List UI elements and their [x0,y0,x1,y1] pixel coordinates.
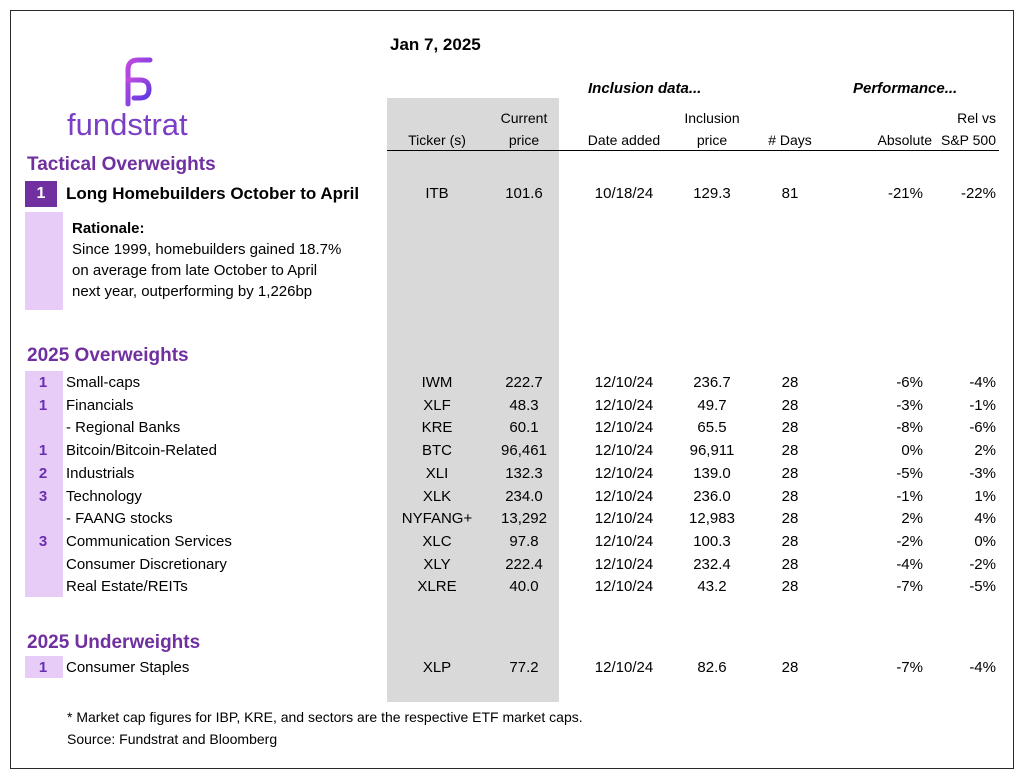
table-row-inclusion-price: 96,911 [689,442,735,460]
table-row-days: 28 [781,442,799,460]
table-row-rank: 3 [38,487,48,505]
table-row-absolute: -6% [896,374,923,391]
table-row-name: Bitcoin/Bitcoin-Related [66,442,217,460]
table-row-date-added: 12/10/24 [594,659,654,676]
table-row-name: - FAANG stocks [66,510,173,528]
table-row-name: Real Estate/REITs [66,578,188,596]
table-row-absolute: -4% [896,555,923,573]
table-row-date-added: 12/10/24 [594,578,654,596]
table-row-current-price: 222.7 [505,374,543,391]
rationale-marker [25,212,63,310]
footnote-market-cap: * Market cap figures for IBP, KRE, and sectors are the respective ETF market caps. [67,709,583,725]
table-row-name: Technology [66,487,142,505]
table-row-ticker: XLP [422,659,452,676]
header-absolute: Absolute [877,132,932,148]
header-current-line2: price [508,132,540,148]
rationale-title: Rationale: [72,220,145,237]
table-row-ticker: XLF [423,396,451,414]
table-row-rel-sp500: -6% [969,419,996,437]
tactical-rank-badge: 1 [25,181,57,207]
table-row-date-added: 12/10/24 [594,464,654,482]
table-row-absolute: -5% [896,464,923,482]
table-row-current-price: 234.0 [505,487,543,505]
table-row-inclusion-price: 236.0 [693,487,731,505]
tactical-incl: 129.3 [693,185,731,202]
table-row-date-added: 12/10/24 [594,532,654,550]
table-row-rel-sp500: -4% [969,374,996,391]
tactical-date: 10/18/24 [594,185,654,202]
tactical-price: 101.6 [505,185,543,202]
table-row-days: 28 [781,396,799,414]
group-header-inclusion: Inclusion data... [588,80,702,97]
table-row-ticker: XLK [422,487,452,505]
table-row-date-added: 12/10/24 [594,374,654,391]
table-row-ticker: NYFANG+ [401,510,473,528]
table-row-rank: 1 [38,659,48,676]
table-row-current-price: 77.2 [509,659,539,676]
table-row-absolute: -7% [896,659,923,676]
header-days: # Days [768,132,812,148]
rationale-line: on average from late October to April [72,262,318,279]
table-row-date-added: 12/10/24 [594,487,654,505]
table-row-date-added: 12/10/24 [594,510,654,528]
table-row-rel-sp500: 0% [974,532,996,550]
section-title-underweights: 2025 Underweights [27,632,201,653]
table-row-days: 28 [781,659,799,676]
header-inclusion-line1: Inclusion [684,110,740,126]
table-row-ticker: XLC [422,532,452,550]
table-row-name: Consumer Discretionary [66,555,227,573]
table-row-current-price: 222.4 [505,555,543,573]
header-underline [387,150,999,151]
table-row-days: 28 [781,555,799,573]
table-row-absolute: 2% [901,510,923,528]
table-row-name: Communication Services [66,532,232,550]
table-row-inclusion-price: 139.0 [693,464,731,482]
table-row-ticker: BTC [422,442,452,460]
rationale-block [72,218,341,302]
table-row-absolute: -8% [896,419,923,437]
table-row-date-added: 12/10/24 [594,555,654,573]
table-row-absolute: -3% [896,396,923,414]
table-row-ticker: XLRE [417,578,457,596]
table-row-days: 28 [781,532,799,550]
footnote-source: Source: Fundstrat and Bloomberg [67,731,278,747]
group-header-performance: Performance... [853,80,958,97]
header-date-added: Date added [587,132,661,148]
tactical-days: 81 [781,185,799,202]
header-rel-line1: Rel vs [957,110,996,126]
table-row-current-price: 48.3 [509,396,539,414]
table-row-name: Small-caps [66,374,141,391]
header-ticker: Ticker (s) [408,132,466,148]
table-row-absolute: -1% [896,487,923,505]
table-row-inclusion-price: 65.5 [697,419,727,437]
table-row-rel-sp500: -5% [969,578,996,596]
table-row-absolute: -7% [896,578,923,596]
table-row-current-price: 60.1 [509,419,539,437]
header-inclusion-line2: price [696,132,728,148]
logo-wordmark: fundstrat [67,107,188,142]
table-row-rel-sp500: -2% [969,555,996,573]
section-title-overweights: 2025 Overweights [27,345,189,366]
table-row-date-added: 12/10/24 [594,442,654,460]
table-row-current-price: 132.3 [505,464,543,482]
table-row-rank: 2 [38,464,48,482]
rationale-line: next year, outperforming by 1,226bp [72,283,313,300]
table-row-inclusion-price: 236.7 [693,374,731,391]
table-row-rel-sp500: -4% [969,659,996,676]
rationale-line: Since 1999, homebuilders gained 18.7% [72,241,342,258]
table-row-rel-sp500: -3% [969,464,996,482]
table-row-name: Financials [66,396,134,414]
table-row-inclusion-price: 12,983 [689,510,735,528]
table-row-ticker: IWM [421,374,453,391]
table-row-date-added: 12/10/24 [594,419,654,437]
table-row-rel-sp500: 1% [974,487,996,505]
table-row-ticker: XLY [423,555,451,573]
table-row-absolute: 0% [901,442,923,460]
table-row-days: 28 [781,578,799,596]
table-row-days: 28 [781,374,799,391]
table-row-date-added: 12/10/24 [594,396,654,414]
table-row-ticker: XLI [425,464,449,482]
table-row-inclusion-price: 49.7 [697,396,727,414]
tactical-name: Long Homebuilders October to April [66,184,360,203]
table-row-current-price: 40.0 [509,578,539,596]
table-row-current-price: 96,461 [501,442,547,460]
table-row-rel-sp500: 2% [974,442,996,460]
table-row-rank: 1 [38,396,48,414]
report-date: Jan 7, 2025 [390,35,481,54]
table-row-rank: 1 [38,442,48,460]
table-row-days: 28 [781,510,799,528]
table-row-inclusion-price: 43.2 [697,578,727,596]
section-title-tactical: Tactical Overweights [27,154,216,175]
table-row-ticker: KRE [421,419,453,437]
table-row-name: Industrials [66,464,135,482]
header-rel-line2: S&P 500 [940,132,996,148]
table-row-days: 28 [781,464,799,482]
table-row-days: 28 [781,487,799,505]
table-row-rel-sp500: 4% [974,510,996,528]
table-row-inclusion-price: 232.4 [693,555,731,573]
table-row-current-price: 13,292 [501,510,547,528]
tactical-rel: -22% [960,185,996,202]
table-row-name: - Regional Banks [66,419,181,437]
table-row-rel-sp500: -1% [969,396,996,414]
table-row-name: Consumer Staples [66,659,190,676]
tactical-ticker: ITB [425,185,449,202]
tactical-abs: -21% [887,185,923,202]
table-row-absolute: -2% [896,532,923,550]
table-row-inclusion-price: 100.3 [693,532,731,550]
table-row-rank: 1 [38,374,48,391]
table-row-inclusion-price: 82.6 [697,659,727,676]
table-row-rank: 3 [38,532,48,550]
table-row-current-price: 97.8 [509,532,539,550]
header-current-line1: Current [500,110,548,126]
table-row-days: 28 [781,419,799,437]
fs-logo-mark [120,56,154,108]
